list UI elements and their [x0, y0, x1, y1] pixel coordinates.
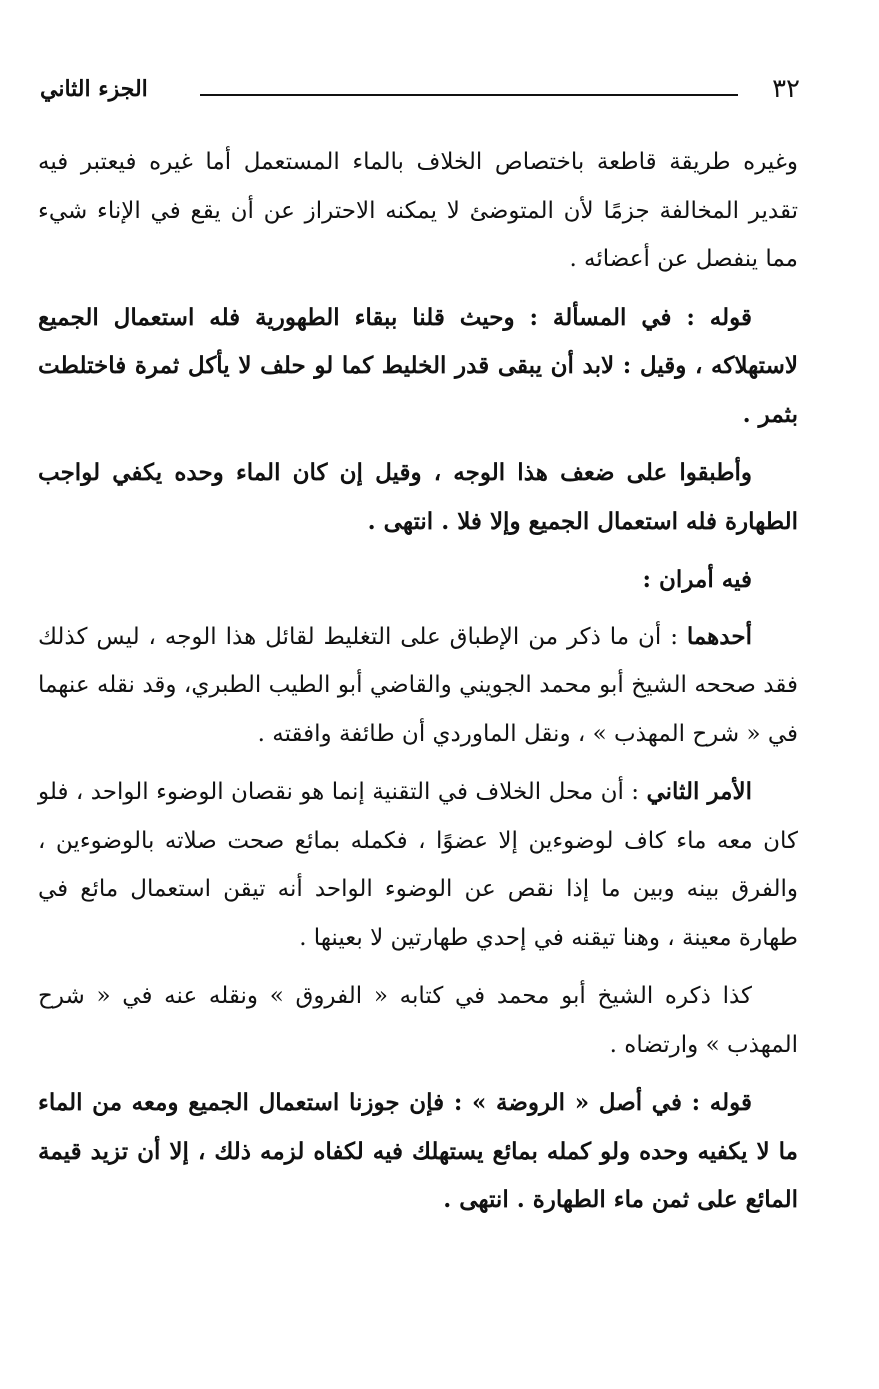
paragraph-4	[38, 556, 798, 605]
paragraph-text: كذا ذكره الشيخ أبو محمد في كتابه « الفروق » ونقله عنه في « شرح المهذب » وارتضاه .	[38, 983, 798, 1058]
paragraph-1	[38, 138, 798, 284]
paragraph-text: قوله : في أصل « الروضة » : فإن جوزنا استعمال الجميع ومعه من الماء ما لا يكفيه وحده ولو كمله بمائع يستهلك فيه لكفاه لزمه ذلك ، إلا أن تزيد قيمة المائع على ثمن ماء الطهارة . انتهى .	[38, 1089, 798, 1213]
paragraph-text: فيه أمران :	[642, 566, 752, 593]
header-rule	[200, 94, 738, 96]
page-header	[40, 72, 800, 112]
paragraph-text: وغيره طريقة قاطعة باختصاص الخلاف بالماء المستعمل أما غيره فيعتبر فيه تقدير المخالفة جزمًا لأن المتوضئ لا يمكنه الاحتراز عن أن يقع في الإناء شيء مما ينفصل عن أعضائه .	[38, 149, 798, 272]
paragraph-text: وأطبقوا على ضعف هذا الوجه ، وقيل إن كان الماء وحده يكفي لواجب الطهارة فله استعمال الجميع وإلا فلا . انتهى .	[38, 459, 798, 535]
paragraph-5	[38, 613, 798, 759]
page-number: ٣٢	[772, 74, 800, 104]
paragraph-text: : أن محل الخلاف في التقنية إنما هو نقصان الوضوء الواحد ، فلو كان معه ماء كاف لوضوءين إلا عضوًا ، فكمله بمائع صحت صلاته بالوضوءين ، والفرق بينه وبين ما إذا نقص عن الوضوء الواحد أنه تيقن استعمال مائع في طهارة معينة ، وهنا تيقنه في إحدي طهارتين لا بعينها .	[38, 779, 798, 951]
paragraph-8	[38, 1079, 798, 1225]
page-body	[38, 138, 798, 1235]
paragraph-text: : أن ما ذكر من الإطباق على التغليط لقائل هذا الوجه ، ليس كذلك فقد صححه الشيخ أبو محمد الجويني والقاضي أبو الطيب الطبري، وقد نقله عنهما في « شرح المهذب » ، ونقل الماوردي أن طائفة وافقته .	[38, 623, 798, 747]
paragraph-lead: الأمر الثاني	[646, 778, 752, 805]
paragraph-7	[38, 972, 798, 1069]
paragraph-lead: أحدهما	[686, 622, 752, 650]
paragraph-text: قوله : في المسألة : وحيث قلنا ببقاء الطهورية فله استعمال الجميع لاستهلاكه ، وقيل : لابد أن يبقى قدر الخليط كما لو حلف لا يأكل ثمرة فاختلطت بثمر .	[38, 303, 798, 428]
part-title: الجزء الثاني	[40, 76, 148, 102]
paragraph-3	[38, 449, 798, 546]
paragraph-2	[38, 294, 798, 440]
paragraph-6	[38, 768, 798, 962]
